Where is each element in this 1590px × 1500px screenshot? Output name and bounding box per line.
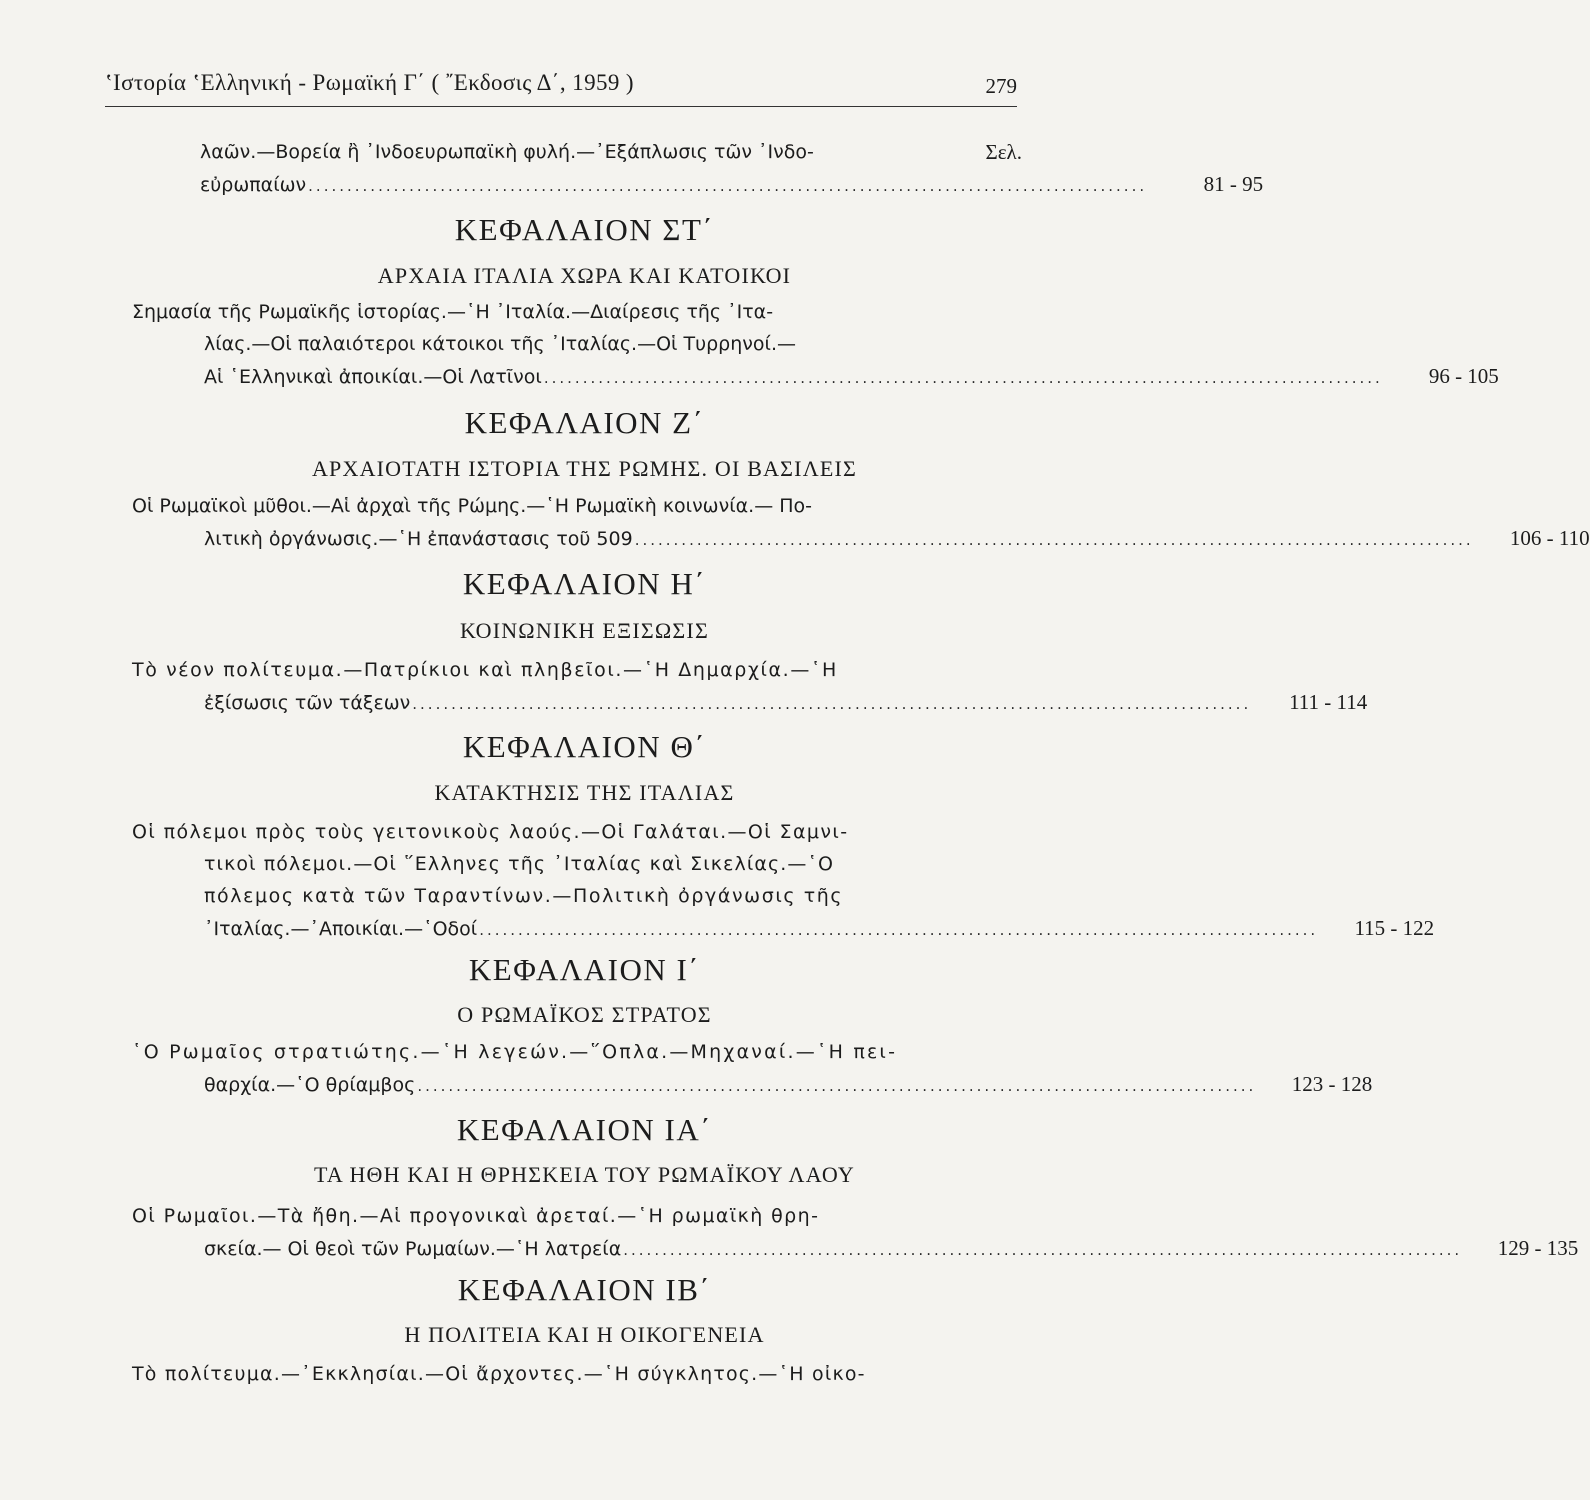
toc-line: τικοὶ πόλεμοι.—Οἱ ῞Ελληνες τῆς ᾿Ιταλίας καὶ Σικελίας.—῾Ο bbox=[204, 853, 835, 875]
chapter-subtitle: ΚΑΤΑΚΤΗΣΙΣ ΤΗΣ ΙΤΑΛΙΑΣ bbox=[434, 780, 735, 805]
toc-line: ῾Ο Ρωμαῖος στρατιώτης.—῾Η λεγεών.—῞Οπλα.—Μηχαναί.—῾Η πει- bbox=[132, 1041, 898, 1063]
page-range: 111 - 114 bbox=[1289, 690, 1368, 714]
toc-entry bbox=[132, 300, 1499, 388]
toc-entry bbox=[132, 1362, 1024, 1386]
running-header bbox=[105, 66, 1017, 107]
toc-line-last: θαρχία.—῾Ο θρίαμβος ............................................................................................................ 123 - 128 bbox=[204, 1072, 1373, 1096]
chapter-heading: ΚΕΦΑΛΑΙΟΝ Ζ΄ bbox=[464, 405, 705, 440]
page-number: 279 bbox=[985, 74, 1017, 98]
toc-line: Οἱ Ρωμαϊκοὶ μῦθοι.—Αἱ ἀρχαὶ τῆς Ρώμης.—῾Η Ρωμαϊκὴ κοινωνία.— Πο- bbox=[132, 495, 813, 517]
leader-dots: ............................................................................................................ bbox=[479, 921, 1319, 939]
chapter-subtitle: ΚΟΙΝΩΝΙΚΗ ΕΞΙΣΩΣΙΣ bbox=[460, 618, 709, 643]
chapter-subtitle: ΤΑ ΗΘΗ ΚΑΙ Η ΘΡΗΣΚΕΙΑ ΤΟΥ ΡΩΜΑΪΚΟΥ ΛΑΟΥ bbox=[314, 1162, 855, 1187]
toc-line: Σημασία τῆς Ρωμαϊκῆς ἱστορίας.—῾Η ᾿Ιταλία.—Διαίρεσις τῆς ᾿Ιτα- bbox=[132, 301, 774, 323]
chapter-subtitle: Η ΠΟΛΙΤΕΙΑ ΚΑΙ Η ΟΙΚΟΓΕΝΕΙΑ bbox=[404, 1322, 765, 1347]
page-range: 115 - 122 bbox=[1354, 916, 1435, 940]
leader-dots: ............................................................................................................ bbox=[634, 531, 1474, 549]
leader-dots: ............................................................................................................ bbox=[623, 1241, 1463, 1259]
toc-line: πόλεμος κατὰ τῶν Ταραντίνων.—Πολιτικὴ ὀργάνωσις τῆς bbox=[204, 885, 844, 907]
toc-line-last: σκεία.— Οἱ θεοὶ τῶν Ρωμαίων.—῾Η λατρεία ............................................................................................................ 129 - 135 bbox=[204, 1236, 1579, 1260]
page-range: 123 - 128 bbox=[1291, 1072, 1373, 1096]
toc-entry bbox=[132, 1204, 1579, 1260]
book-title: ʽΙστορία ʽΕλληνική - Ρωμαϊκή Γ΄ ( ῎Εκδοσις Δ΄, 1959 ) bbox=[105, 70, 634, 95]
toc-line-last: ἐξίσωσις τῶν τάξεων ............................................................................................................ 111 - 114 bbox=[204, 690, 1368, 714]
toc-line-last: ᾿Ιταλίας.—᾿Αποικίαι.—῾Οδοί ............................................................................................................ 115 - 122 bbox=[204, 916, 1435, 940]
chapter-heading: ΚΕΦΑΛΑΙΟΝ ΙΑ΄ bbox=[456, 1112, 713, 1147]
leader-dots: ............................................................................................................ bbox=[412, 695, 1252, 713]
page-range: 106 - 110 bbox=[1509, 526, 1590, 550]
chapter-subtitle: ΑΡΧΑΙΟΤΑΤΗ ΙΣΤΟΡΙΑ ΤΗΣ ΡΩΜΗΣ. ΟΙ ΒΑΣΙΛΕΙΣ bbox=[311, 456, 858, 481]
toc-line-last: λιτικὴ ὀργάνωσις.—῾Η ἐπανάστασις τοῦ 509 ............................................................................................................ 106 - 110 bbox=[204, 526, 1590, 550]
toc-line: Οἱ πόλεμοι πρὸς τοὺς γειτονικοὺς λαούς.—Οἱ Γαλάται.—Οἱ Σαμνι- bbox=[132, 821, 849, 843]
chapter-heading: ΚΕΦΑΛΑΙΟΝ Θ΄ bbox=[462, 729, 707, 764]
chapter-heading: ΚΕΦΑΛΑΙΟΝ Ι΄ bbox=[468, 952, 701, 987]
toc-entry bbox=[132, 1040, 1373, 1096]
toc-line: Οἱ Ρωμαῖοι.—Τὰ ἤθη.—Αἱ προγονικαὶ ἀρεταί.—῾Η ρωμαϊκὴ θρη- bbox=[132, 1205, 820, 1227]
page-range: 81 - 95 bbox=[1203, 172, 1264, 196]
page-range: 96 - 105 bbox=[1428, 364, 1499, 388]
leader-dots: ............................................................................................................ bbox=[543, 369, 1383, 387]
chapter-heading: ΚΕΦΑΛΑΙΟΝ Η΄ bbox=[462, 566, 707, 601]
chapter-subtitle: ΑΡΧΑΙΑ ΙΤΑΛΙΑ ΧΩΡΑ ΚΑΙ ΚΑΤΟΙΚΟΙ bbox=[377, 263, 792, 288]
chapter-heading: ΚΕΦΑΛΑΙΟΝ ΙΒ΄ bbox=[457, 1272, 712, 1307]
leader-dots: ............................................................................................................ bbox=[417, 1077, 1257, 1095]
toc-entry-continued bbox=[130, 140, 1264, 196]
chapter-heading: ΚΕΦΑΛΑΙΟΝ ΣΤ΄ bbox=[454, 212, 715, 247]
toc-line: λαῶν.—Βορεία ἢ ᾿Ινδοευρωπαϊκὴ φυλή.—᾿Εξάπλωσις τῶν ᾿Ινδο- bbox=[200, 141, 814, 163]
toc-line-last: Αἱ ῾Ελληνικαὶ ἀποικίαι.—Οἱ Λατῖνοι ............................................................................................................ 96 - 105 bbox=[204, 364, 1499, 388]
toc-entry bbox=[132, 658, 1368, 714]
toc-line: Τὸ πολίτευμα.—᾿Εκκλησίαι.—Οἱ ἄρχοντες.—῾Η σύγκλητος.—῾Η οἰκο- bbox=[132, 1363, 866, 1385]
toc-line: λίας.—Οἱ παλαιότεροι κάτοικοι τῆς ᾿Ιταλίας.—Οἱ Τυρρηνοί.— bbox=[204, 333, 796, 355]
toc-entry bbox=[132, 494, 1590, 550]
chapter-subtitle: Ο ΡΩΜΑΪΚΟΣ ΣΤΡΑΤΟΣ bbox=[457, 1002, 712, 1027]
page-column-label: Σελ. bbox=[985, 140, 1022, 164]
page-range: 129 - 135 bbox=[1497, 1236, 1579, 1260]
toc-line-last: εὐρωπαίων ............................................................................................................ 81 - 95 bbox=[200, 172, 1264, 196]
toc-entry bbox=[132, 820, 1435, 940]
toc-line: Τὸ νέον πολίτευμα.—Πατρίκιοι καὶ πληβεῖοι.—῾Η Δημαρχία.—῾Η bbox=[132, 659, 838, 681]
leader-dots: ............................................................................................................ bbox=[308, 177, 1148, 195]
